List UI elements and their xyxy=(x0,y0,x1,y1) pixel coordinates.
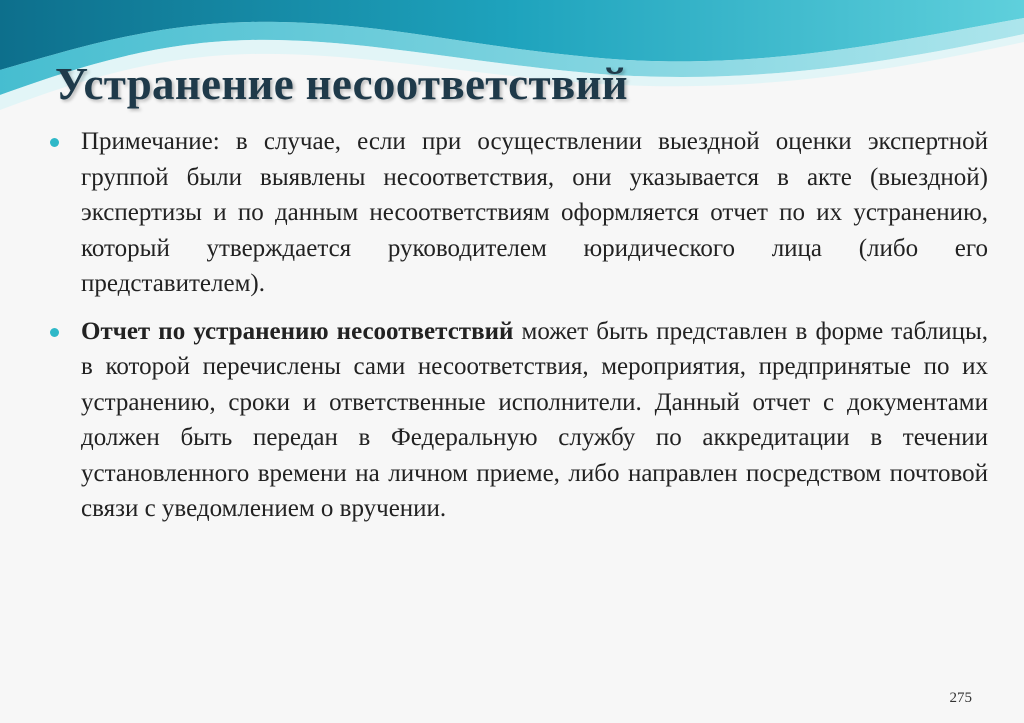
slide-title: Устранение несоответствий xyxy=(55,59,628,109)
bullet-item xyxy=(50,124,988,302)
bullet-text xyxy=(81,314,988,527)
bullet-text xyxy=(81,124,988,302)
bullet-body-text: Примечание: в случае, если при осуществлении выездной оценки экспертной группой были выявлены несоответствия, они указывается в акте (выездной) экспертизы и по данным несоответствиям оформляется отчет по их устранению, который утверждается руководителем юридического лица (либо его представителем). xyxy=(81,128,988,297)
page-number: 275 xyxy=(949,690,972,706)
bullet-item xyxy=(50,314,988,527)
bullet-body-text: может быть представлен в форме таблицы, в которой перечислены сами несоответствия, мероприятия, предпринятые по их устранению, сроки и ответственные исполнители. Данный отчет с документами должен быть передан в Федеральную службу по аккредитации в течении установленного времени на личном приеме, либо направлен посредством почтовой связи с уведомлением о вручении. xyxy=(81,317,989,522)
bullet-bold-text: Отчет по устранению несоответствий xyxy=(81,317,514,345)
slide-body xyxy=(50,124,988,539)
bullet-dot-icon xyxy=(50,328,59,337)
bullet-dot-icon xyxy=(50,138,59,147)
